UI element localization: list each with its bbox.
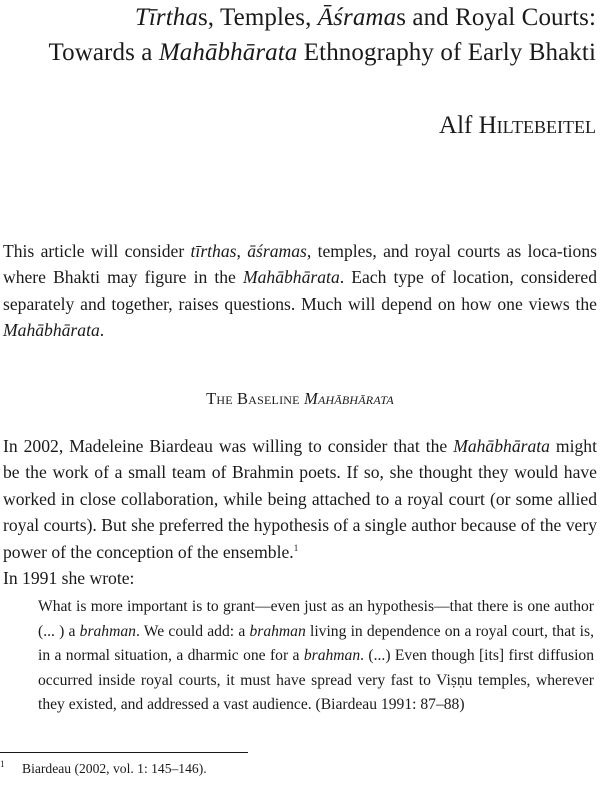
footnote: $^1$ Biardeau (2002, vol. 1: 145–146).: [0, 759, 207, 776]
footnote-reference[interactable]: 1: [293, 542, 299, 553]
article-title: Tīrthas, Temples, Āśramas and Royal Courts: Towards a Mahābhārata Ethnography of Early Bhakti: [48, 4, 596, 66]
section-heading: The Baseline Mahābhārata: [206, 389, 394, 408]
intro-paragraph: This article will consider tīrthas, āśramas, temples, and royal courts as loca-tions where Bhakti may figure in the Mahābhārata. Each type of location, considered separately and together, raises questions. Much will depend on how one views the Mahābhārata.: [3, 241, 598, 341]
section-paragraph: In 2002, Madeleine Biardeau was willing to consider that the Mahābhārata might be the work of a small team of Brahmin poets. If so, she thought they would have worked in close collaboration, while being attached to a royal court (or some allied royal courts). But she preferred the hypothesis of a single author because of the very power of the conception of the ensemble.$^1$ In 1991 she wrote:: [3, 436, 597, 589]
footnote-text: Biardeau (2002, vol. 1: 145–146).: [22, 761, 207, 776]
footnote-divider: [0, 752, 248, 753]
author-name: Alf Hiltebeitel: [439, 112, 596, 139]
block-quote: What is more important is to grant—even just as an hypothesis—that there is one author (... ) a brahman. We could add: a brahman living in dependence on a royal court, that is, in a normal situation, a dharmic one for a brahman. (...) Even though [its] first diffusion occurred inside royal courts, it must have spread very fast to Viṣṇu temples, wherever they existed, and addressed a vast audience. (Biardeau 1991: 87–88): [38, 598, 594, 713]
